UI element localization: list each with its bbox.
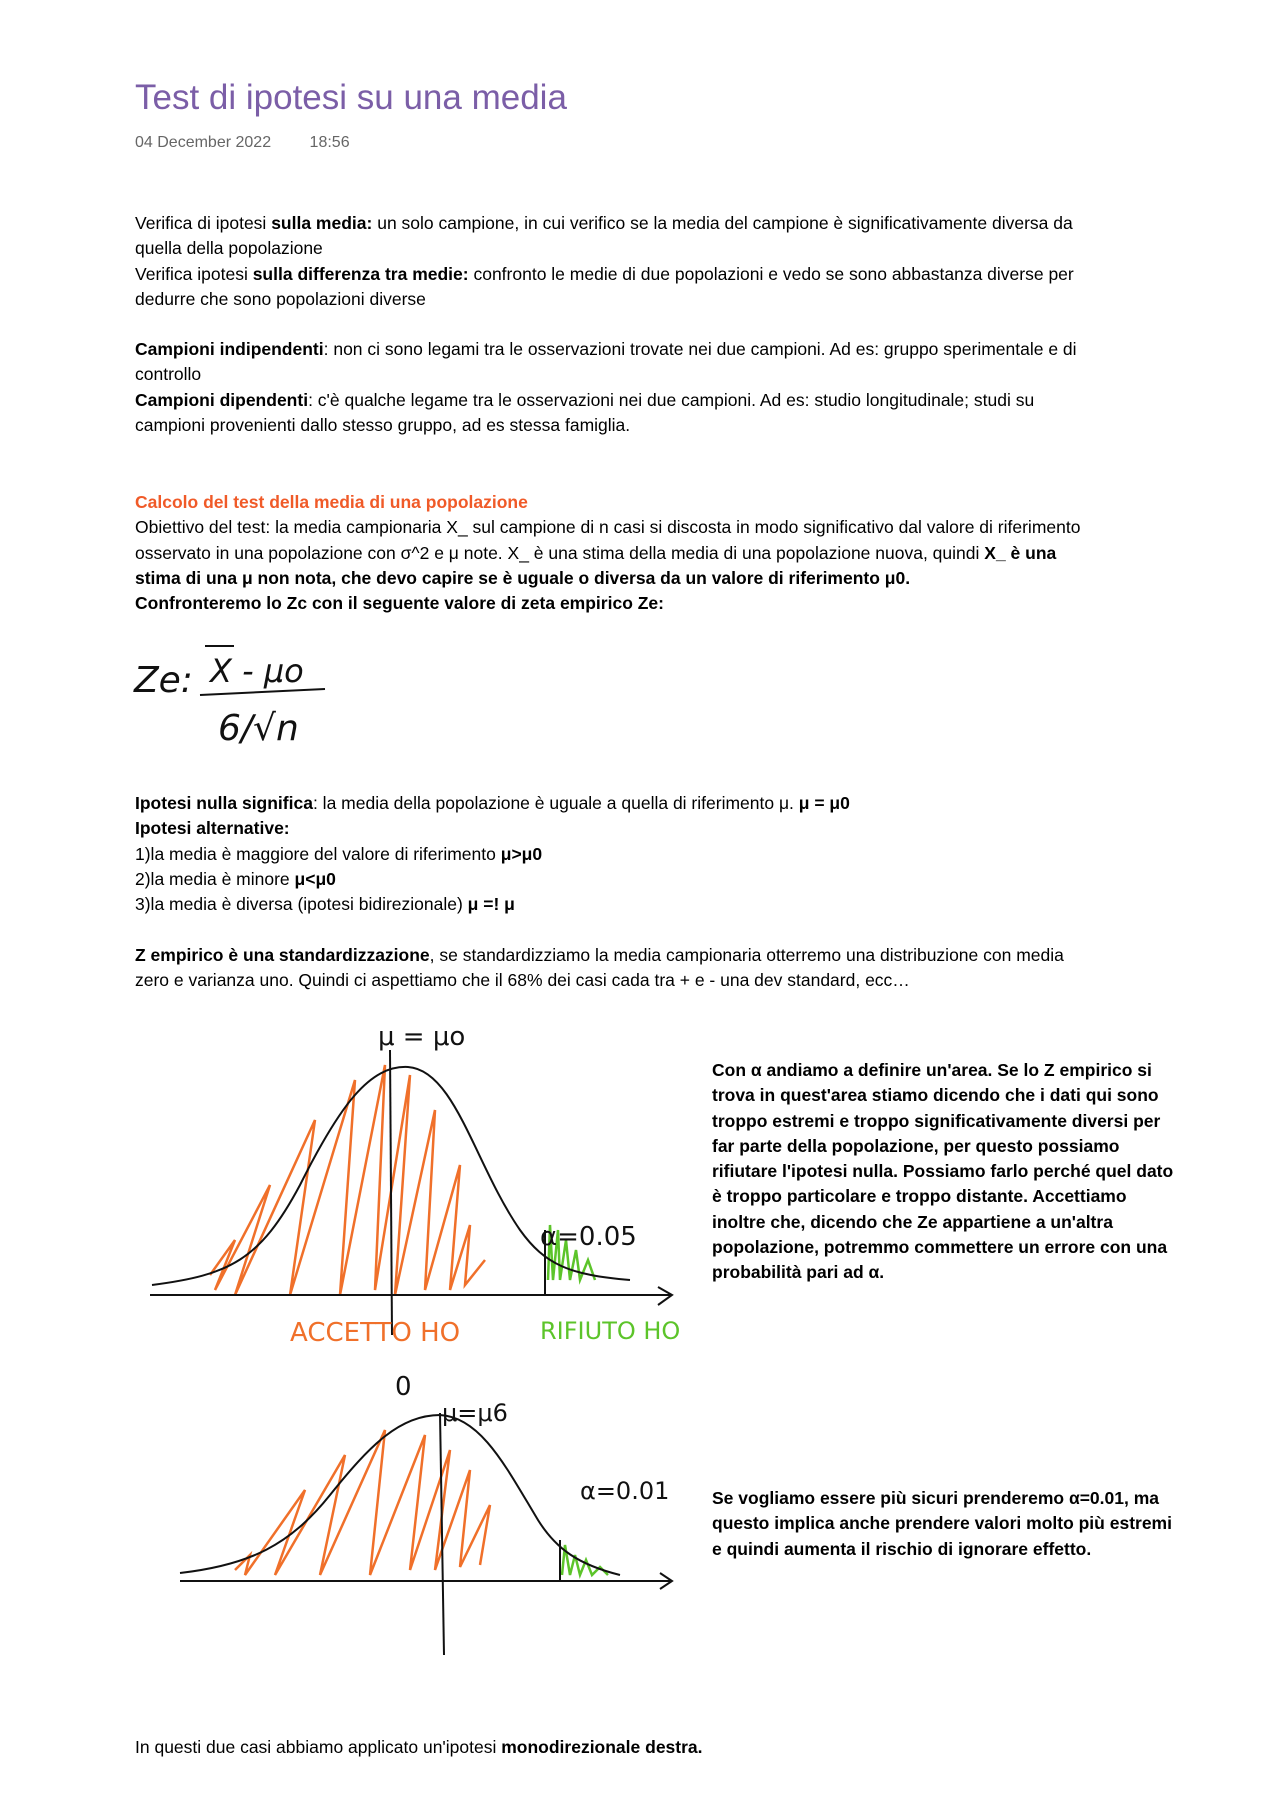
mean-line xyxy=(390,1050,392,1335)
footer-line: In questi due casi abbiamo applicato un'ipotesi monodirezionale destra. xyxy=(135,1737,703,1757)
independent-samples: Campioni indipendenti: non ci sono legami tra le osservazioni trovate nei due campioni. Ad es: gruppo sperimentale e di controllo xyxy=(135,339,1077,385)
reject-label: RIFIUTO HO xyxy=(540,1317,681,1345)
page-time: 18:56 xyxy=(309,134,350,151)
mu-label-2: μ=μ6 xyxy=(442,1399,508,1427)
zemp-section xyxy=(135,943,1095,994)
alt-hypothesis-3: 3)la media è diversa (ipotesi bidirezionale) μ =! μ xyxy=(135,894,515,915)
accept-label: ACCETTO HO xyxy=(290,1318,461,1348)
alpha-label-2: α=0.01 xyxy=(580,1477,670,1505)
page-date: 04 December 2022 xyxy=(135,134,272,151)
intro-line-1: Verifica di ipotesi sulla media: un solo campione, in cui verifico se la media del campione è significativamente diversa da quella della popolazione xyxy=(135,213,1073,259)
formula-denominator: 6/√n xyxy=(218,708,299,749)
formula-numerator: X - μo xyxy=(210,652,304,690)
ze-formula xyxy=(130,640,350,750)
dependent-samples: Campioni dipendenti: c'è qualche legame tra le osservazioni nei due campioni. Ad es: studio longitudinale; studi su campioni provenienti dallo stesso gruppo, ad es stessa famiglia. xyxy=(135,389,1035,435)
calc-objective: Obiettivo del test: la media campionaria X_ sul campione di n casi si discosta in modo significativo dal valore di riferimento osservato in una popolazione con σ^2 e μ note. X_ è una stima della media di una popolazione nuova, quindi X_ è una stima di una μ non nota, che devo capire se è uguale o diversa da un valore di riferimento μ0. xyxy=(135,517,1081,588)
formula-lhs: Ze: xyxy=(134,660,193,701)
calc-section xyxy=(135,490,1095,616)
intro-section xyxy=(135,211,1095,312)
hypotheses-section xyxy=(135,791,1095,917)
sketch2-mark: 0 xyxy=(395,1372,412,1402)
alpha-label: α=0.05 xyxy=(540,1222,637,1252)
calc-heading: Calcolo del test della media di una popolazione xyxy=(135,492,528,512)
orange-hatching xyxy=(210,1065,485,1295)
bell-curve-2 xyxy=(180,1415,620,1575)
page-meta xyxy=(135,134,350,152)
orange-hatching-2 xyxy=(235,1430,490,1575)
alt-hypothesis-1: 1)la media è maggiore del valore di riferimento μ>μ0 xyxy=(135,843,543,864)
alpha-explanation: Con α andiamo a definire un'area. Se lo Z empirico si trova in quest'area stiamo dicendo che i dati qui sono troppo estremi e troppo significativamente diversi per far parte della popolazione, per questo possiamo rifiutare l'ipotesi nulla. Possiamo farlo perché quel dato è troppo particolare e troppo distante. Accettiamo inoltre che, dicendo che Ze appartiene a un'altra popolazione, potremmo commettere un errore con una probabilità pari ad α. xyxy=(712,1060,1174,1283)
null-hypothesis: Ipotesi nulla significa: la media della popolazione è uguale a quella di riferimento μ. μ = μ0 xyxy=(135,793,850,813)
alt-hypothesis-2: 2)la media è minore μ<μ0 xyxy=(135,868,336,889)
alpha-001-explanation: Se vogliamo essere più sicuri prenderemo α=0.01, ma questo implica anche prendere valori molto più estremi e quindi aumenta il rischio di ignorare effetto. xyxy=(712,1488,1172,1559)
normal-curve-sketch-1 xyxy=(140,1022,720,1402)
green-hatching-2 xyxy=(562,1545,608,1575)
mu-label: μ = μo xyxy=(378,1022,466,1052)
page-title: Test di ipotesi su una media xyxy=(135,78,567,117)
intro-line-2: Verifica ipotesi sulla differenza tra medie: confronto le medie di due popolazioni e vedo se sono abbastanza diverse per dedurre che sono popolazioni diverse xyxy=(135,263,1074,309)
samples-section xyxy=(135,337,1095,438)
zemp-paragraph: Z empirico è una standardizzazione, se standardizziamo la media campionaria otterremo una distribuzione con media zero e varianza uno. Quindi ci aspettiamo che il 68% dei casi cada tra + e - una dev standard, ecc… xyxy=(135,945,1064,991)
normal-curve-sketch-2 xyxy=(160,1395,700,1655)
calc-compare: Confronteremo lo Zc con il seguente valore di zeta empirico Ze: xyxy=(135,593,664,614)
alt-hypotheses-head: Ipotesi alternative: xyxy=(135,818,290,839)
